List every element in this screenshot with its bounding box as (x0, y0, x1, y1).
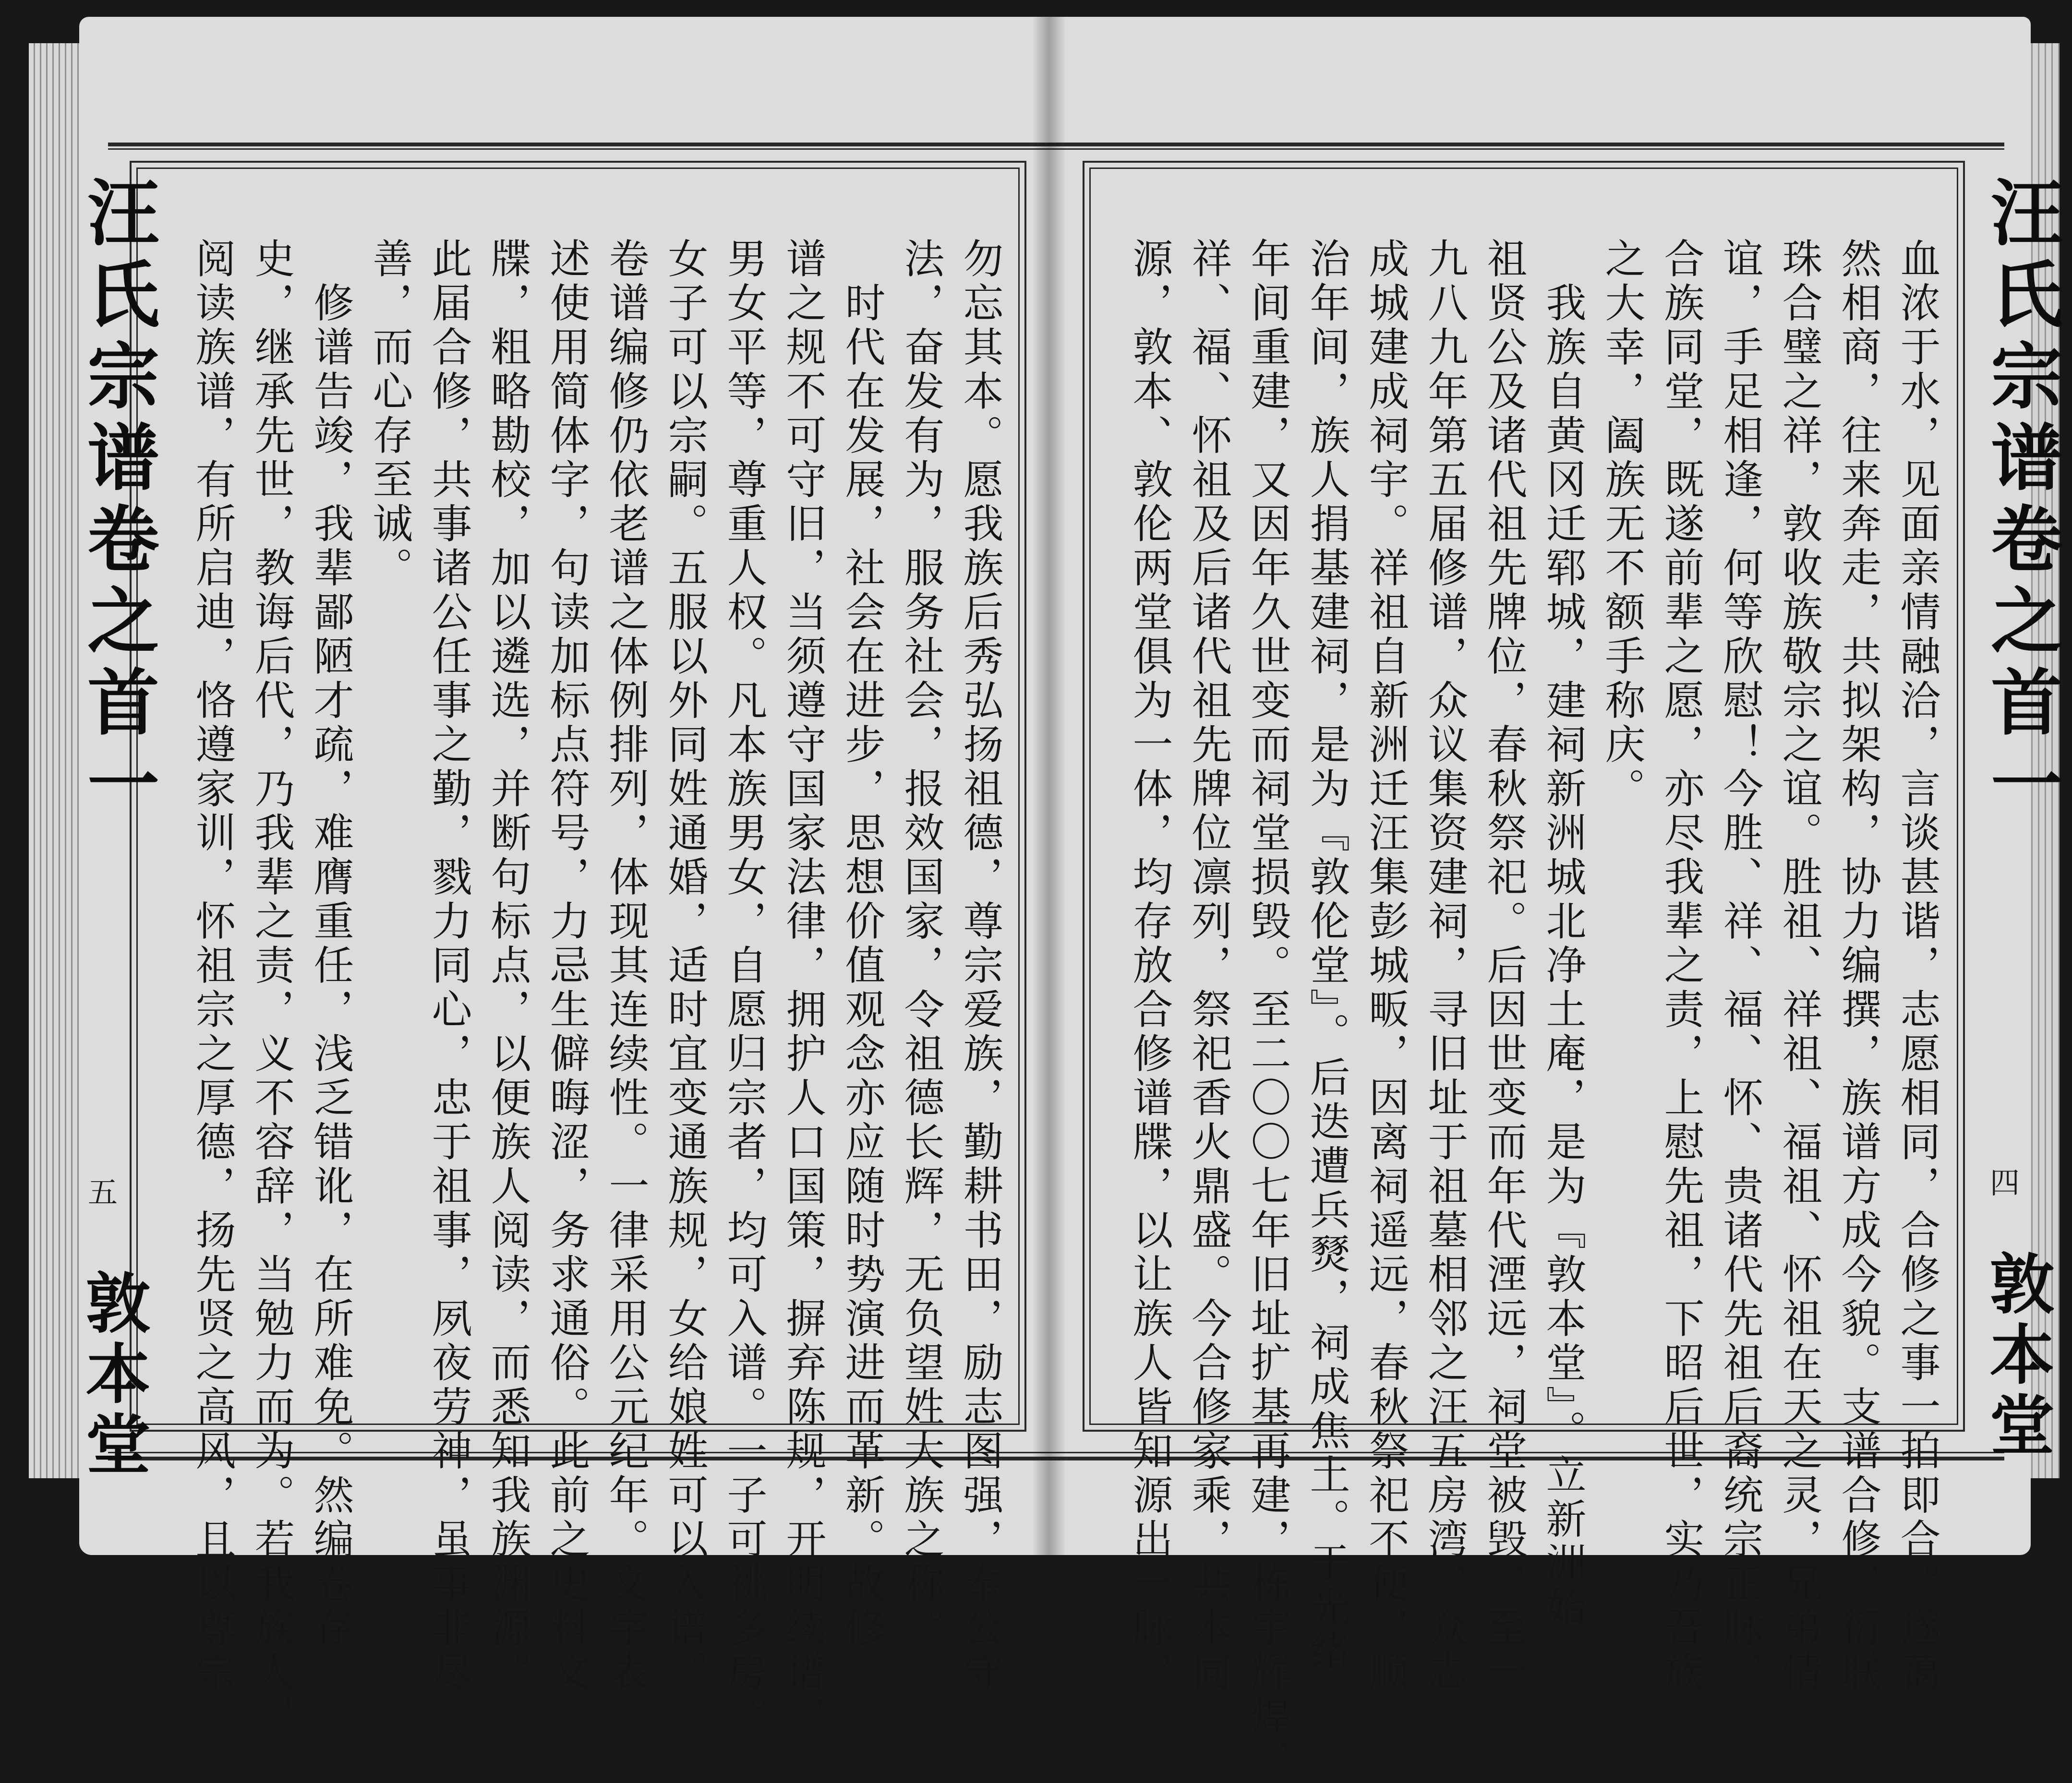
text-column: 勿忘其本。愿我族后秀弘扬祖德，尊宗爱族，勤耕书田，励志图强，奉公守 (957, 238, 1004, 1695)
text-column: 修谱告竣，我辈鄙陋才疏，难膺重任，浅乏错讹，在所难免。然编卷存 (307, 238, 354, 1651)
text-column: 阅读族谱，有所启迪，恪遵家训，怀祖宗之厚德，扬先贤之高风，且以尊宗 (189, 238, 236, 1695)
text-column: 九八九年第五届修谱，众议集资建祠，寻旧址于祖墓相邻之汪五房湾，众志 (1421, 238, 1469, 1695)
text-column: 男女平等，尊重人权。凡本族男女，自愿归宗者，均可入谱。一子可祧多房。 (721, 238, 768, 1739)
text-column: 我族自黄冈迁郓城，建祠新洲城北净土庵，是为『敦本堂』。立新洲始 (1540, 238, 1587, 1630)
right-page-number: 四 (1990, 1165, 2020, 1200)
text-column: 源，敦本、敦伦两堂俱为一体，均存放合修谱牒，以让族人皆知源出一脉， (1126, 238, 1173, 1695)
text-column: 女子可以宗嗣。五服以外同姓通婚，适时宜变通族规，女给娘姓可以入谱。 (662, 238, 709, 1695)
text-column: 之大幸，阖族无不额手称庆。 (1599, 238, 1646, 812)
text-column: 然相商，往来奔走，共拟架构，协力编撰，族谱方成今貌。支谱合修，衍联 (1835, 238, 1882, 1695)
text-column: 牒，粗略勘校，加以遴选，并断句标点，以便族人阅读，而悉知我族渊源。 (484, 238, 531, 1695)
text-column: 卷谱编修仍依老谱之体例排列，体现其连续性。一律采用公元纪年。文字表 (602, 238, 650, 1695)
left-page-number: 五 (88, 1175, 118, 1210)
book-gutter-shadow (1032, 17, 1066, 1555)
text-column: 此届合修，共事诸公任事之勤，戮力同心，忠于祖事，夙夜劳神，虽事非尽 (425, 238, 472, 1695)
text-column: 法，奋发有为，服务社会，报效国家，令祖德长辉，无负望姓大族之称。 (898, 238, 945, 1651)
text-column: 谱之规不可守旧，当须遵守国家法律，拥护人口国策，摒弃陈规，开明续谱， (780, 238, 827, 1739)
right-text-columns (1049, 17, 2031, 1783)
text-column: 血浓于水，见面亲情融洽，言谈甚谐，志愿相同，合修之事一拍即合。遂蔼 (1894, 238, 1941, 1695)
text-column: 珠合璧之祥，敦收族敬宗之谊。胜祖、祥祖、福祖、怀祖在天之灵，兄弟情 (1776, 238, 1823, 1695)
left-text-columns (79, 17, 1049, 1739)
text-column: 合族同堂，既遂前辈之愿，亦尽我辈之责，上慰先祖，下昭后世，实乃吾族 (1658, 238, 1705, 1695)
left-hall-name: 敦本堂 (75, 1269, 150, 1481)
left-page (75, 17, 1049, 1739)
text-column: 史，继承先世，教诲后代，乃我辈之责，义不容辞，当勉力而为。若我族人， (248, 238, 295, 1739)
text-column: 治年间，族人捐基建祠，是为『敦伦堂』。后迭遭兵燹，祠成焦土。于光绪 (1303, 238, 1350, 1675)
text-column: 祥、福、怀祖及后诸代祖先牌位凛列，祭祀香火鼎盛。今合修家乘，共本同 (1185, 238, 1232, 1695)
left-banxin-title: 汪氏宗谱卷之首一 (75, 175, 158, 828)
text-column: 祖贤公及诸代祖先牌位，春秋祭祀。后因世变而年代湮远，祠堂被毁，至一 (1481, 238, 1528, 1695)
text-column: 善，而心存至诚。 (366, 238, 413, 591)
text-column: 时代在发展，社会在进步，思想价值观念亦应随时势演进而革新。故修 (839, 238, 886, 1651)
text-column: 述使用简体字，句读加标点符号，力忌生僻晦涩，务求通俗。此前之史料文 (543, 238, 590, 1695)
right-hall-name: 敦本堂 (1979, 1250, 2054, 1462)
right-page (1049, 17, 2062, 1783)
text-column: 年间重建，又因年久世变而祠堂损毁。至二〇〇七年旧址扩基再建，栋宇辉煌， (1244, 238, 1291, 1783)
text-column: 成城建成祠宇。祥祖自新洲迁汪集彭城畈，因离祠遥远，春秋祭祀不便，顺 (1362, 238, 1409, 1695)
text-column: 谊，手足相逢，何等欣慰！今胜、祥、福、怀、贵诸代先祖后裔统宗正脉， (1717, 238, 1764, 1695)
right-banxin-title: 汪氏宗谱卷之首一 (1978, 175, 2062, 828)
